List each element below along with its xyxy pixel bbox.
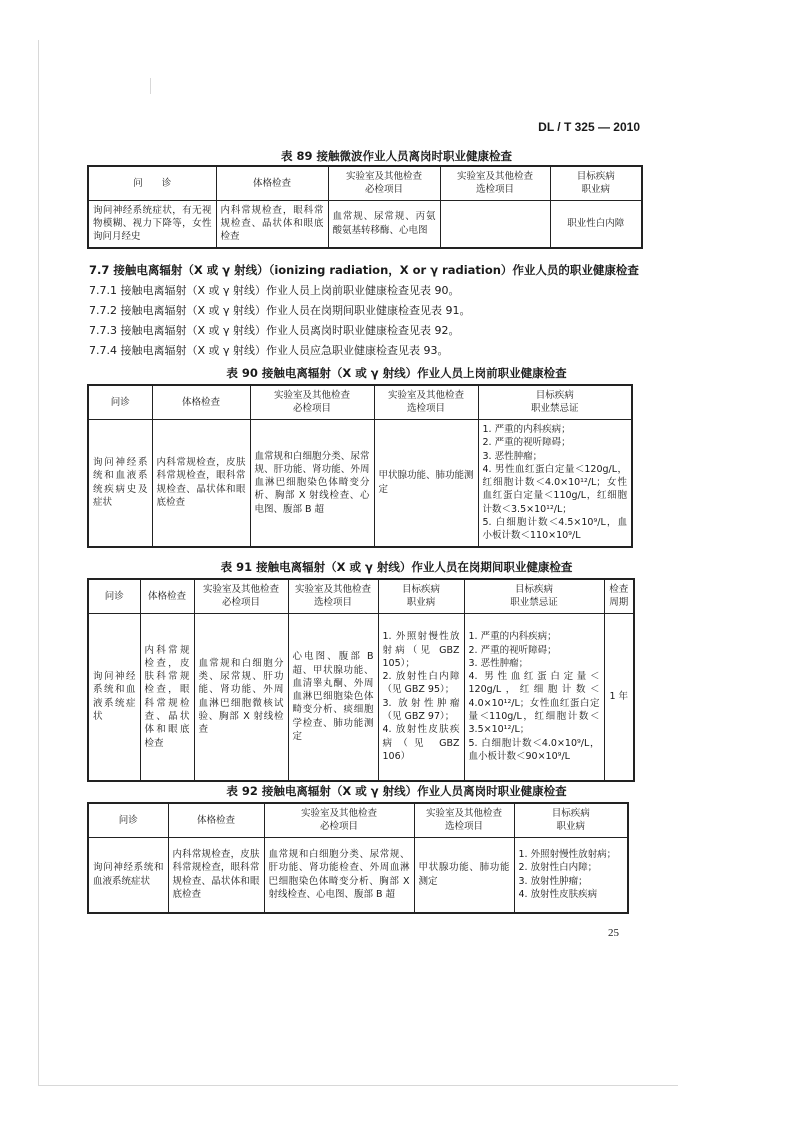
table-92	[87, 802, 629, 914]
table-90	[87, 384, 633, 548]
table-92-cell-inquiry: 询问神经系统和血液系统症状	[88, 837, 168, 913]
table-89-cell-required: 血常规、尿常规、丙氨酸氨基转移酶、心电图	[328, 200, 440, 248]
table-90-cell-contraindications	[478, 419, 632, 547]
table-92-cell-optional: 甲状腺功能、肺功能测定	[414, 837, 514, 913]
table-91-cell-contraindications	[464, 613, 604, 781]
table-91-contra-item: 4. 男性血红蛋白定量＜120g/L，红细胞计数＜4.0×10¹²/L；女性血红蛋白定量＜110g/L，红细胞计数＜3.5×10¹²/L；	[468, 671, 600, 736]
table-92-cell-physical: 内科常规检查，皮肤科常规检查，眼科常规检查、晶状体和眼底检查	[168, 837, 264, 913]
scan-edge-bottom	[38, 1085, 678, 1086]
table-90-contra-item: 5. 白细胞计数＜4.5×10⁹/L，血小板计数＜110×10⁹/L	[482, 516, 627, 542]
table-90-contra-item: 3. 恶性肿瘤；	[482, 450, 543, 462]
table-90-cell-inquiry: 询问神经系统和血液系统疾病史及症状	[88, 419, 152, 547]
table-92-header-4: 实验室及其他检查 选检项目	[414, 803, 514, 837]
page-number: 25	[608, 927, 619, 939]
table-90-contra-item: 4. 男性血红蛋白定量＜120g/L，红细胞计数＜4.0×10¹²/L；女性血红蛋白定量＜110g/L，红细胞计数＜3.5×10¹²/L；	[482, 463, 627, 515]
table-89-cell-disease: 职业性白内障	[550, 200, 642, 248]
table-90-header-2: 体格检查	[152, 385, 250, 419]
section-line-7-7-2: 7.7.2 接触电离辐射（X 或 γ 射线）作业人员在岗期间职业健康检查见表 91。	[89, 304, 471, 317]
table-91-header-4: 实验室及其他检查 选检项目	[288, 579, 378, 613]
table-92-header-1: 问诊	[88, 803, 168, 837]
table-92-cell-required: 血常规和白细胞分类、尿常规、肝功能、肾功能检查、外周血淋巴细胞染色体畸变分析、胸部 X 射线检查、心电图、腹部 B 超	[264, 837, 414, 913]
table-90-header-4: 实验室及其他检查 选检项目	[374, 385, 478, 419]
section-line-7-7-1: 7.7.1 接触电离辐射（X 或 γ 射线）作业人员上岗前职业健康检查见表 90。	[89, 284, 460, 297]
document-code: DL / T 325 — 2010	[538, 120, 640, 134]
section-line-7-7-4: 7.7.4 接触电离辐射（X 或 γ 射线）作业人员应急职业健康检查见表 93。	[89, 344, 449, 357]
table-91-header-5: 目标疾病 职业病	[378, 579, 464, 613]
table-91-disease-item: 2. 放射性白内障（见 GBZ 95）；	[382, 671, 460, 696]
table-90-cell-optional: 甲状腺功能、肺功能测定	[374, 419, 478, 547]
table-89-cell-optional	[440, 200, 550, 248]
table-92-disease-item: 2. 放射性白内障；	[518, 862, 598, 874]
table-89-header-2: 体格检查	[216, 166, 328, 200]
table-89-caption: 表 89 接触微波作业人员离岗时职业健康检查	[280, 149, 512, 163]
table-92-disease-item: 1. 外照射慢性放射病；	[518, 849, 617, 861]
table-90-contra-item: 2. 严重的视听障碍；	[482, 437, 571, 449]
scan-mark-top	[150, 78, 151, 94]
table-91-cell-required: 血常规和白细胞分类、尿常规、肝功能、肾功能、外周血淋巴细胞微核试验、胸部 X 射线检查	[194, 613, 288, 781]
table-92-header-3: 实验室及其他检查 必检项目	[264, 803, 414, 837]
table-91-caption: 表 91 接触电离辐射（X 或 γ 射线）作业人员在岗期间职业健康检查	[220, 560, 573, 574]
table-91-contra-item: 2. 严重的视听障碍；	[468, 644, 557, 656]
table-91-header-3: 实验室及其他检查 必检项目	[194, 579, 288, 613]
table-91-header-6: 目标疾病 职业禁忌证	[464, 579, 604, 613]
table-89-header-1: 问 诊	[88, 166, 216, 200]
table-92-disease-item: 3. 放射性肿瘤；	[518, 875, 588, 887]
table-90-header-5: 目标疾病 职业禁忌证	[478, 385, 632, 419]
table-91-cell-diseases	[378, 613, 464, 781]
table-92-disease-item: 4. 放射性皮肤疾病	[518, 889, 598, 901]
table-91-contra-item: 1. 严重的内科疾病；	[468, 631, 557, 643]
table-91-header-2: 体格检查	[140, 579, 194, 613]
table-90-header-1: 问诊	[88, 385, 152, 419]
table-89-cell-physical: 内科常规检查，眼科常规检查、晶状体和眼底检查	[216, 200, 328, 248]
table-91-disease-item: 4. 放射性皮肤疾病（见 GBZ 106）	[382, 724, 460, 762]
table-89-header-3: 实验室及其他检查 必检项目	[328, 166, 440, 200]
table-92-header-5: 目标疾病 职业病	[514, 803, 628, 837]
table-92-cell-diseases	[514, 837, 628, 913]
table-91-header-7: 检查 周期	[604, 579, 634, 613]
table-90-header-3: 实验室及其他检查 必检项目	[250, 385, 374, 419]
table-90-cell-physical: 内科常规检查，皮肤科常规检查，眼科常规检查、晶状体和眼底检查	[152, 419, 250, 547]
table-91-contra-item: 5. 白细胞计数＜4.0×10⁹/L，血小板计数＜90×10⁹/L	[468, 737, 600, 762]
table-91-cell-period: 1 年	[604, 613, 634, 781]
table-91-contra-item: 3. 恶性肿瘤；	[468, 657, 529, 669]
table-89-header-4: 实验室及其他检查 选检项目	[440, 166, 550, 200]
table-91-disease-item: 1. 外照射慢性放射病（见 GBZ 105）；	[382, 631, 460, 669]
table-91	[87, 578, 635, 782]
table-92-header-2: 体格检查	[168, 803, 264, 837]
table-91-disease-item: 3. 放射性肿瘤（见 GBZ 97）；	[382, 697, 460, 723]
section-line-7-7-3: 7.7.3 接触电离辐射（X 或 γ 射线）作业人员离岗时职业健康检查见表 92。	[89, 324, 460, 337]
table-90-cell-required: 血常规和白细胞分类、尿常规、肝功能、肾功能、外周血淋巴细胞染色体畸变分析、胸部 X 射线检查、心电图、腹部 B 超	[250, 419, 374, 547]
section-7-7-title: 7.7 接触电离辐射（X 或 γ 射线）（ionizing radiation，X or γ radiation）作业人员的职业健康检查	[89, 263, 639, 277]
table-90-contra-item: 1. 严重的内科疾病；	[482, 423, 571, 435]
table-91-cell-physical: 内科常规检查，皮肤科常规检查，眼科常规检查、晶状体和眼底检查	[140, 613, 194, 781]
table-91-cell-optional: 心电图、腹部 B 超、甲状腺功能、血清睾丸酮、外周血淋巴细胞染色体畸变分析、痰细胞学检查、肺功能测定	[288, 613, 378, 781]
table-89-cell-inquiry: 询问神经系统症状，有无视物模糊、视力下降等，女性询问月经史	[88, 200, 216, 248]
table-92-caption: 表 92 接触电离辐射（X 或 γ 射线）作业人员离岗时职业健康检查	[226, 784, 567, 798]
table-91-cell-inquiry: 询问神经系统和血液系统症状	[88, 613, 140, 781]
table-91-header-1: 问诊	[88, 579, 140, 613]
table-90-caption: 表 90 接触电离辐射（X 或 γ 射线）作业人员上岗前职业健康检查	[226, 366, 567, 380]
table-89	[87, 165, 643, 249]
table-89-header-5: 目标疾病 职业病	[550, 166, 642, 200]
